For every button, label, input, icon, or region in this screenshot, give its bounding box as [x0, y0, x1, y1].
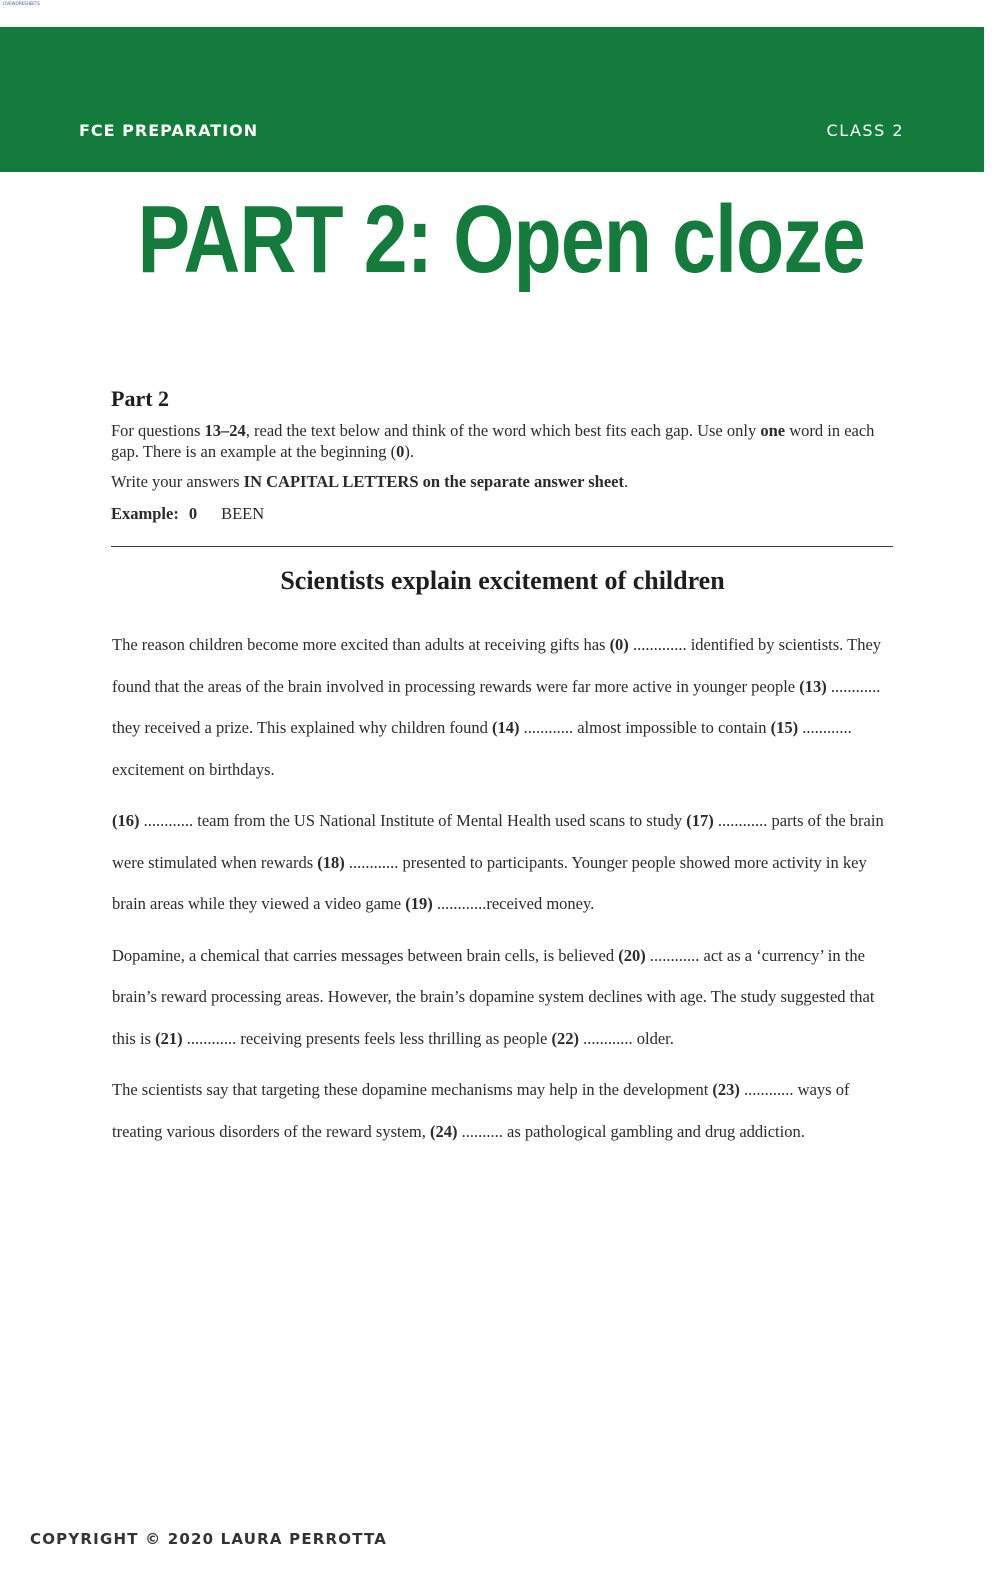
instruction-line-2: Write your answers IN CAPITAL LETTERS on the separate answer sheet.	[111, 472, 629, 491]
page-title: PART 2: Open cloze	[137, 186, 865, 293]
copyright-footer: COPYRIGHT © 2020 LAURA PERROTTA	[30, 1530, 388, 1548]
paragraph-1: The reason children become more excited than adults at receiving gifts has (0) ............. identified by scientists. They found that the areas of the brain involved in processing rewards were far more active in younger people (13) ............ they received a prize. This explained why children found (14) ............ almost impossible to contain (15) ............ excitement on birthdays.	[112, 635, 882, 779]
paragraph-2: (16) ............ team from the US National Institute of Mental Health used scans to study (17) ............ parts of the brain were stimulated when rewards (18) ............ presented to participants. Younger people showed more activity in key brain areas while they viewed a video game (19) ............received money.	[112, 811, 884, 913]
example-label: Example:	[111, 504, 179, 523]
instructions	[111, 420, 895, 501]
paragraph-4: The scientists say that targeting these dopamine mechanisms may help in the development (23) ............ ways of treating various disorders of the reward system, (24) .......... as pathological gambling and drug addiction.	[112, 1080, 850, 1141]
paragraph-3: Dopamine, a chemical that carries messages between brain cells, is believed (20) ............ act as a ‘currency’ in the brain’s reward processing areas. However, the brain’s dopamine system declines with age. The study suggested that this is (21) ............ receiving presents feels less thrilling as people (22) ............ older.	[112, 945, 875, 1048]
divider	[111, 546, 893, 547]
text-title: Scientists explain excitement of children	[280, 566, 725, 595]
passage	[112, 624, 902, 1162]
instruction-line-1: For questions 13–24, read the text below and think of the word which best fits each gap. Use only one word in each gap. There is an example at the beginning (0).	[111, 421, 875, 461]
header-banner	[0, 27, 984, 172]
example-number: 0	[188, 504, 198, 523]
part-heading: Part 2	[111, 386, 170, 411]
example-row	[111, 504, 264, 524]
class-label: CLASS 2	[826, 121, 904, 140]
example-answer: BEEN	[221, 504, 265, 523]
watermark-mark: LIVEWORKSHEETS	[3, 1, 40, 6]
course-label: FCE PREPARATION	[79, 121, 259, 140]
